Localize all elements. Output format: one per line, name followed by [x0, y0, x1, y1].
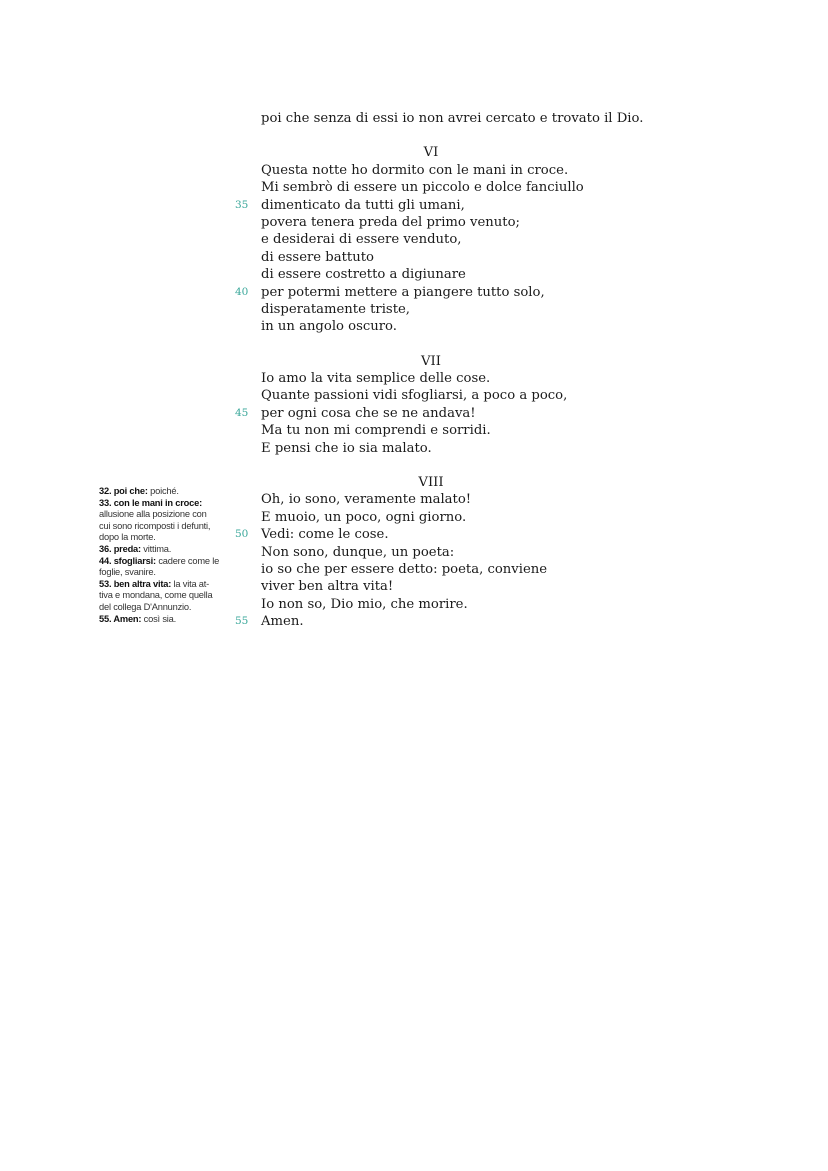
- verse-line: [261, 544, 681, 561]
- note-line: [99, 579, 233, 591]
- note-line: [99, 544, 233, 556]
- note-text: la vita at-: [171, 578, 210, 589]
- verse-line: [261, 440, 681, 457]
- note-line: [99, 498, 233, 510]
- verse-line: [235, 284, 681, 301]
- verse-line: [261, 162, 681, 179]
- verse-text: viver ben altra vita!: [261, 579, 394, 595]
- note-term: 55. Amen:: [99, 613, 142, 624]
- stanza-title: VI: [423, 145, 439, 161]
- verse-text: Oh, io sono, veramente malato!: [261, 492, 472, 508]
- stanza-title: VIII: [418, 475, 444, 491]
- verse-text: poi che senza di essi io non avrei cercato e trovato il Dio.: [261, 111, 644, 126]
- verse-text: Amen.: [261, 614, 304, 630]
- line-number: 45: [235, 406, 249, 419]
- poem-opening-line: [261, 110, 681, 127]
- verse-text: Non sono, dunque, un poeta:: [261, 544, 455, 560]
- note-text: dopo la morte.: [99, 532, 156, 543]
- note-term: 36. preda:: [99, 543, 141, 554]
- stanza-vii: [235, 353, 681, 457]
- verse-text: Io non so, Dio mio, che morire.: [261, 596, 468, 612]
- verse-text: Ma tu non mi comprendi e sorridi.: [261, 423, 491, 439]
- verse-line: [261, 370, 681, 387]
- note-term: 53. ben altra vita:: [99, 578, 172, 589]
- verse-text: E muoio, un poco, ogni giorno.: [261, 509, 467, 525]
- note-text: cui sono ricomposti i defunti,: [99, 520, 211, 531]
- verse-line: [261, 249, 681, 266]
- verse-text: e desiderai di essere venduto,: [261, 232, 462, 248]
- note-term: 33. con le mani in croce:: [99, 497, 202, 508]
- note-term: 32. poi che:: [99, 486, 148, 496]
- note-text: vittima.: [140, 543, 172, 554]
- note-text: così sia.: [141, 613, 176, 624]
- note-line: [99, 556, 233, 568]
- note-line: [99, 590, 233, 602]
- line-number: 35: [235, 198, 249, 211]
- verse-line: [261, 422, 681, 439]
- verse-text: povera tenera preda del primo venuto;: [261, 214, 520, 230]
- verse-line: [261, 301, 681, 318]
- note-text: cadere come le: [155, 555, 220, 566]
- note-text: allusione alla posizione con: [99, 509, 207, 520]
- note-text: tiva e mondana, come quella: [99, 590, 213, 601]
- verse-text: per potermi mettere a piangere tutto solo,: [261, 284, 545, 300]
- verse-line: [261, 214, 681, 231]
- verse-text: di essere battuto: [261, 249, 374, 265]
- note-line: [99, 602, 233, 614]
- verse-line: [261, 491, 681, 508]
- verse-text: E pensi che io sia malato.: [261, 440, 432, 456]
- verse-text: Questa notte ho dormito con le mani in croce.: [261, 162, 569, 178]
- stanza-viii: [235, 474, 681, 631]
- verse-text: Io amo la vita semplice delle cose.: [261, 371, 491, 387]
- note-text: poiché.: [147, 486, 179, 496]
- note-line: [99, 521, 233, 533]
- stanza-title: VII: [421, 353, 441, 369]
- verse-line: [261, 318, 681, 335]
- note-term: 44. sfogliarsi:: [99, 555, 156, 566]
- note-line: [99, 614, 233, 626]
- verse-line: [261, 596, 681, 613]
- verse-line: [235, 526, 681, 543]
- line-number: 40: [235, 285, 249, 298]
- verse-line: [235, 613, 681, 630]
- verse-line: [235, 405, 681, 422]
- note-line: [99, 567, 233, 579]
- verse-text: in un angolo oscuro.: [261, 319, 397, 335]
- verse-text: Mi sembrò di essere un piccolo e dolce fanciullo: [261, 180, 584, 196]
- verse-text: io so che per essere detto: poeta, conviene: [261, 561, 548, 577]
- verse-line: [261, 231, 681, 248]
- verse-text: per ogni cosa che se ne andava!: [261, 405, 476, 421]
- verse-text: di essere costretto a digiunare: [261, 267, 466, 283]
- verse-line: [261, 509, 681, 526]
- verse-line: [261, 387, 681, 404]
- note-line: [99, 509, 233, 521]
- verse-text: disperatamente triste,: [261, 301, 410, 317]
- verse-line: [261, 561, 681, 578]
- line-number: 55: [235, 615, 249, 628]
- note-text: del collega D'Annunzio.: [99, 601, 192, 612]
- poem: [235, 110, 681, 648]
- line-number: 50: [235, 528, 249, 541]
- note-line: [99, 486, 233, 498]
- verse-line: [261, 266, 681, 283]
- note-line: [99, 532, 233, 544]
- verse-line: [261, 179, 681, 196]
- footnotes: [99, 486, 233, 625]
- note-text: foglie, svanire.: [99, 567, 156, 578]
- verse-text: Quante passioni vidi sfogliarsi, a poco a poco,: [261, 388, 568, 404]
- stanza-vi: [235, 144, 681, 335]
- verse-line: [235, 197, 681, 214]
- verse-line: [261, 578, 681, 595]
- verse-text: Vedi: come le cose.: [261, 527, 389, 543]
- verse-text: dimenticato da tutti gli umani,: [261, 197, 465, 213]
